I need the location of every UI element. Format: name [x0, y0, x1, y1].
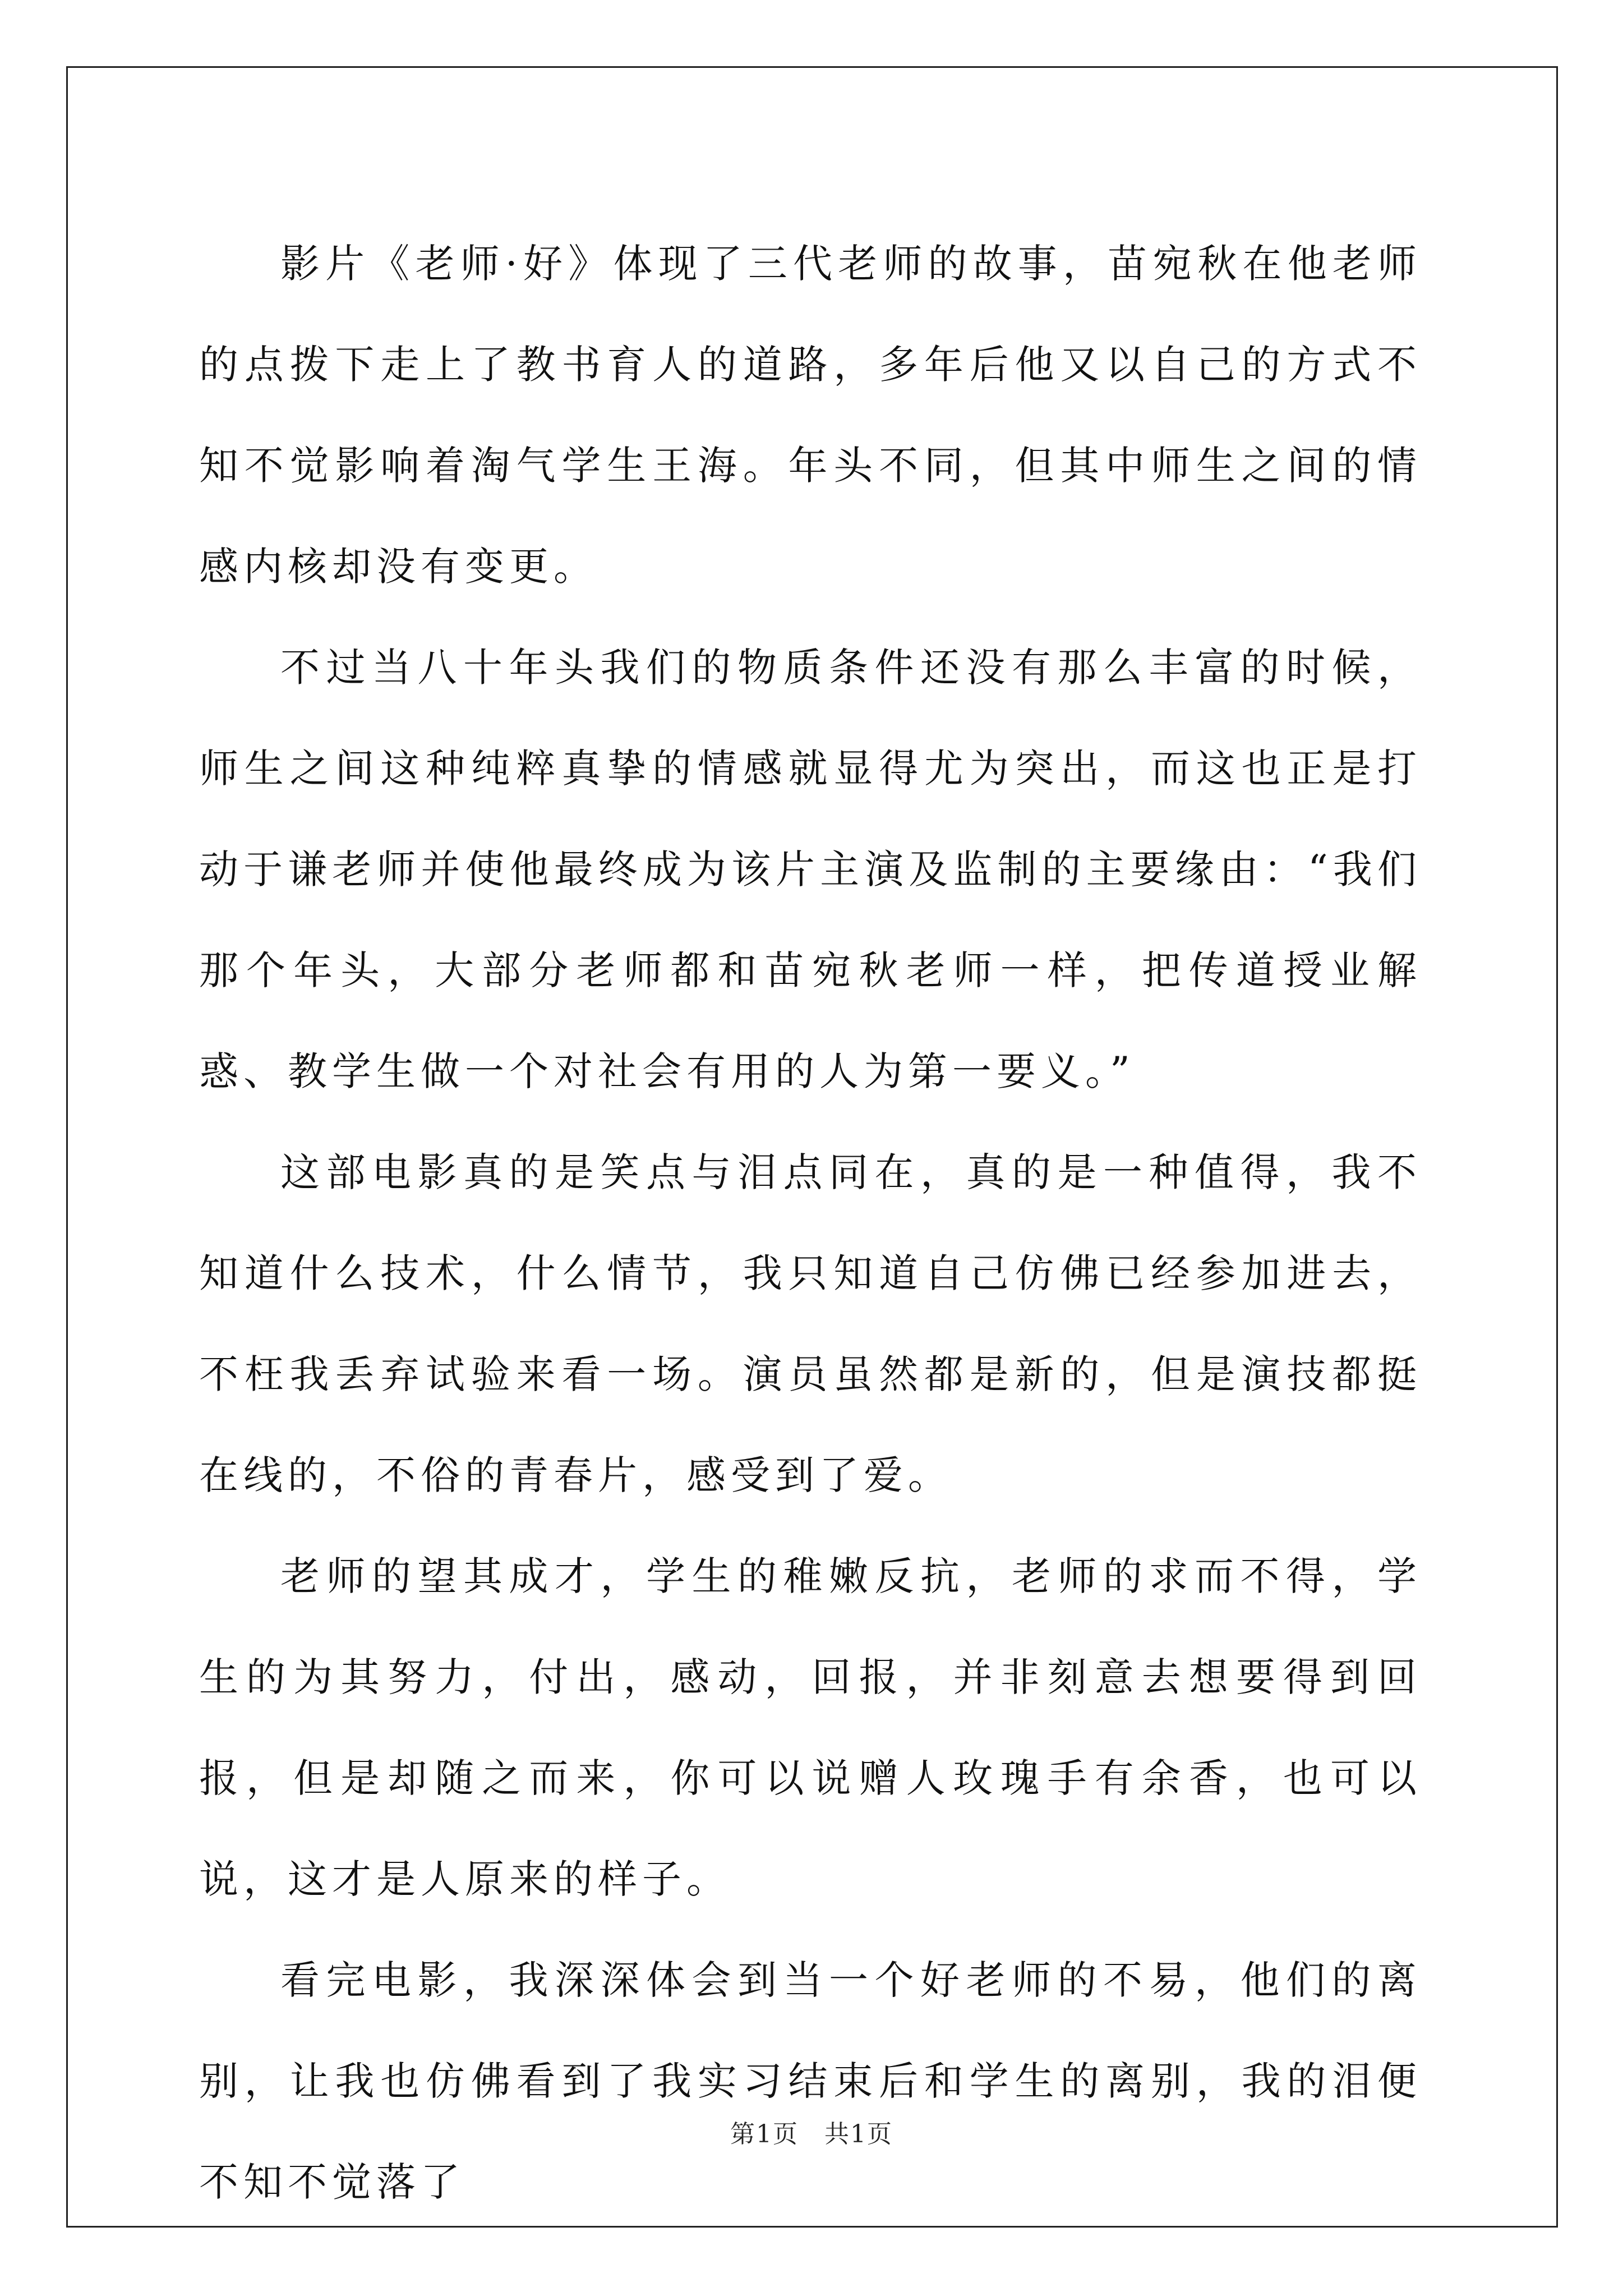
document-body	[199, 213, 1422, 2233]
paragraph-5: 看完电影，我深深体会到当一个好老师的不易，他们的离别，让我也仿佛看到了我实习结束后和学生的离别，我的泪便不知不觉落了	[199, 1957, 1422, 2205]
paragraph-1: 影片《老师·好》体现了三代老师的故事，苗宛秋在他老师的点拨下走上了教书育人的道路，多年后他又以自己的方式不知不觉影响着淘气学生王海。年头不同，但其中师生之间的情感内核却没有变更。	[199, 241, 1422, 590]
page-footer: 第1页 共1页	[730, 2120, 893, 2148]
paragraph-4: 老师的望其成才，学生的稚嫩反抗，老师的求而不得，学生的为其努力，付出，感动，回报，并非刻意去想要得到回报，但是却随之而来，你可以说赠人玫瑰手有余香，也可以说，这才是人原来的样子。	[199, 1553, 1422, 1902]
paragraph-3: 这部电影真的是笑点与泪点同在，真的是一种值得，我不知道什么技术，什么情节，我只知道自己仿佛已经参加进去，不枉我丢弃试验来看一场。演员虽然都是新的，但是演技都挺在线的，不俗的青春片，感受到了爱。	[199, 1149, 1422, 1498]
paragraph-2: 不过当八十年头我们的物质条件还没有那么丰富的时候，师生之间这种纯粹真挚的情感就显得尤为突出，而这也正是打动于谦老师并使他最终成为该片主演及监制的主要缘由：“我们那个年头，大部分老师都和苗宛秋老师一样，把传道授业解惑、教学生做一个对社会有用的人为第一要义。”	[199, 645, 1422, 1094]
